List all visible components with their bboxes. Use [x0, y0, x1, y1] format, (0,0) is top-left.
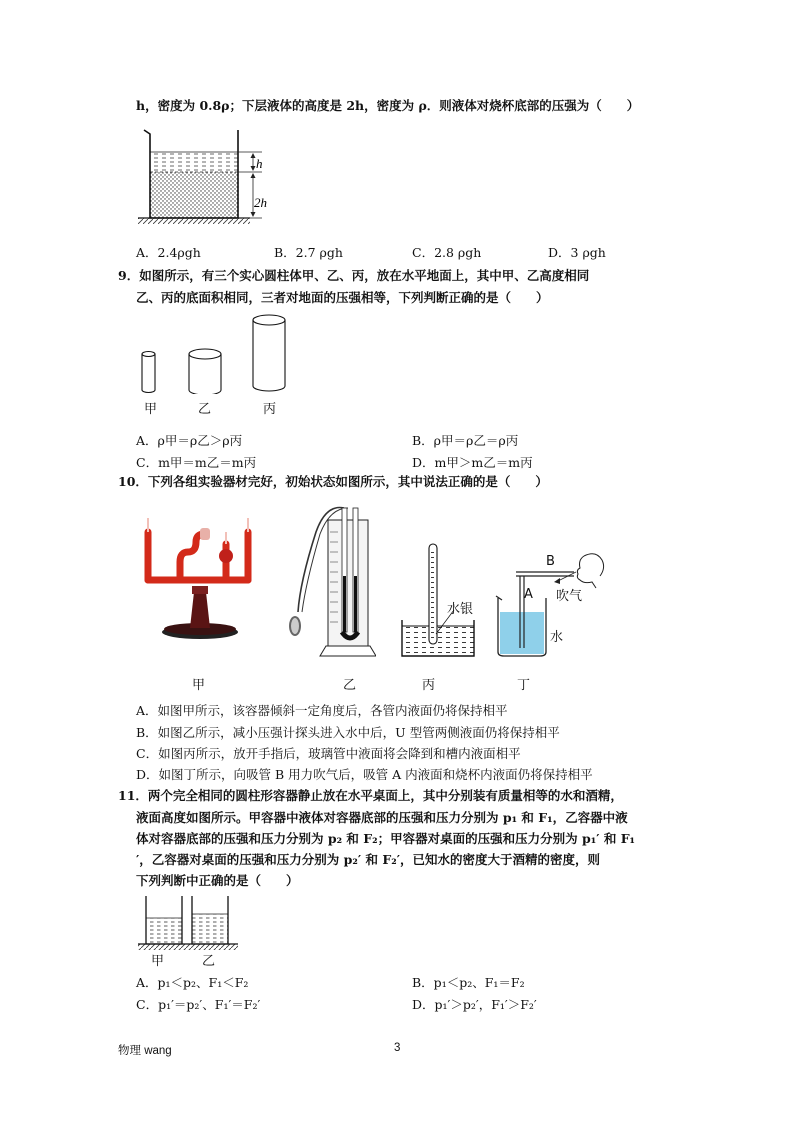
- q10-option-c[interactable]: C．如图丙所示，放开手指后，玻璃管中液面将会降到和槽内液面相平: [136, 746, 521, 761]
- q11-stem-line1: 11．两个完全相同的圆柱形容器静止放在水平桌面上，其中分别装有质量相等的水和酒精，: [118, 788, 623, 803]
- q9-label-jia: 甲: [144, 402, 158, 417]
- label-2h: 2h: [254, 195, 267, 210]
- q11-label-yi: 乙: [202, 954, 216, 969]
- q9-option-d[interactable]: D．m甲＞m乙＝m丙: [412, 455, 533, 470]
- page-number: 3: [394, 1042, 401, 1054]
- q8-option-d[interactable]: D．3 ρgh: [548, 245, 606, 260]
- footer-author: 物理 wang: [118, 1045, 172, 1057]
- q9-label-yi: 乙: [198, 402, 212, 417]
- q11-stem-line3: 体对容器底部的压强和压力分别为 p₂ 和 F₂；甲容器对桌面的压强和压力分别为 p₁′ 和 F₁: [136, 831, 636, 846]
- q11-stem-line5: 下列判断中正确的是（ ）: [136, 873, 299, 888]
- q10-fig-yi-pressure-gauge: [286, 502, 376, 662]
- q10-label-mercury: 水银: [447, 602, 474, 617]
- q8-stem: h，密度为 0.8ρ；下层液体的高度是 2h，密度为 ρ．则液体对烧杯底部的压强为（ ）: [136, 98, 640, 113]
- upper-liquid: [150, 152, 238, 172]
- q10-fig-jia-connected-vessel: [142, 512, 254, 642]
- q10-label-b: B: [546, 554, 555, 569]
- q10-label-blow: 吹气: [556, 589, 583, 604]
- q10-label-bing: 丙: [422, 678, 436, 693]
- q10-label-a: A: [524, 587, 533, 602]
- q10-label-yi: 乙: [343, 678, 357, 693]
- label-h: h: [256, 156, 263, 171]
- q10-option-d[interactable]: D．如图丁所示，向吸管 B 用力吹气后，吸管 A 内液面和烧杯内液面仍将保持相平: [136, 767, 593, 782]
- q8-beaker-figure: [138, 124, 288, 232]
- q9-label-bing: 丙: [263, 402, 277, 417]
- q9-cylinders-figure: [136, 312, 306, 394]
- q10-option-b[interactable]: B．如图乙所示，减小压强计探头进入水中后，U 型管两侧液面仍将保持相平: [136, 725, 560, 740]
- q11-option-a[interactable]: A．p₁＜p₂、F₁＜F₂: [136, 975, 249, 990]
- q11-option-c[interactable]: C．p₁′＝p₂′、F₁′＝F₂′: [136, 997, 261, 1012]
- cylinder-yi: [189, 349, 221, 394]
- lower-liquid: [150, 172, 238, 218]
- cylinder-bing: [253, 315, 285, 391]
- q9-stem-line1: 9．如图所示，有三个实心圆柱体甲、乙、丙，放在水平地面上，其中甲、乙高度相同: [118, 268, 590, 283]
- q10-option-a[interactable]: A．如图甲所示，该容器倾斜一定角度后，各管内液面仍将保持相平: [136, 703, 508, 718]
- q8-option-b[interactable]: B．2.7 ρgh: [274, 245, 343, 260]
- q11-containers-figure: [136, 888, 246, 952]
- q10-label-water: 水: [550, 630, 564, 645]
- q9-option-c[interactable]: C．m甲＝m乙＝m丙: [136, 455, 257, 470]
- q9-stem-line2: 乙、丙的底面积相同，三者对地面的压强相等，下列判断正确的是（ ）: [136, 290, 549, 305]
- cylinder-jia: [142, 352, 155, 393]
- q8-option-c[interactable]: C．2.8 ρgh: [412, 245, 482, 260]
- q10-label-jia: 甲: [192, 678, 206, 693]
- q11-option-d[interactable]: D．p₁′＞p₂′，F₁′＞F₂′: [412, 997, 537, 1012]
- q10-stem: 10．下列各组实验器材完好，初始状态如图所示，其中说法正确的是（ ）: [118, 474, 548, 489]
- q8-option-a[interactable]: A．2.4ρgh: [136, 245, 201, 260]
- q11-option-b[interactable]: B．p₁＜p₂、F₁＝F₂: [412, 975, 525, 990]
- q9-option-a[interactable]: A．ρ甲＝ρ乙＞ρ丙: [136, 433, 243, 448]
- q11-label-jia: 甲: [151, 954, 165, 969]
- q11-stem-line2: 液面高度如图所示。甲容器中液体对容器底部的压强和压力分别为 p₁ 和 F₁，乙容器中液: [136, 810, 628, 825]
- q9-option-b[interactable]: B．ρ甲＝ρ乙＝ρ丙: [412, 433, 519, 448]
- q11-stem-line4: ′，乙容器对桌面的压强和压力分别为 p₂′ 和 F₂′，已知水的密度大于酒精的密度，则: [136, 852, 601, 867]
- q10-label-ding: 丁: [517, 678, 531, 693]
